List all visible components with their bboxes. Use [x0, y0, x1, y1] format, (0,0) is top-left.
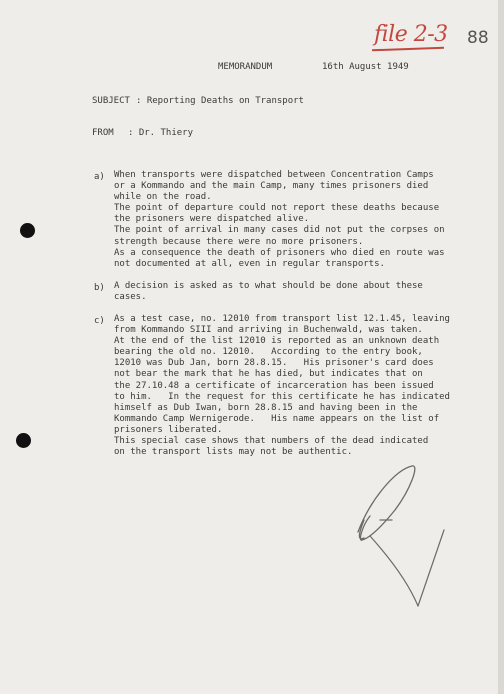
paragraph-c-marker: c) — [94, 316, 105, 326]
paragraph-a-marker: a) — [94, 172, 105, 182]
memo-date: 16th August 1949 — [322, 62, 409, 72]
handwritten-underline — [372, 47, 444, 52]
page-edge — [498, 0, 504, 694]
punch-hole-bottom — [16, 433, 31, 448]
from-text: : Dr. Thiery — [128, 128, 194, 138]
paragraph-a-text: When transports were dispatched between Concentration Camps or a Kommando and the main Camp, many times prisoners died while on the road. The point of departure could not report these deaths because the prisoners were dispatched alive. The point of arrival in many cases did not put the corpses on strength because there were no more prisoners. As a consequence the death of prisoners who died en route was not documented at all, even in regular transports. — [114, 170, 445, 269]
paragraph-c-text: As a test case, no. 12010 from transport list 12.1.45, leaving from Kommando SIII and arriving in Buchenwald, was taken. At the end of the list 12010 is reported as an unknown death bearing the old no. 12010. According to the entry book, 12010 was Dub Jan, born 28.8.15. His prisoner's card does not bear the mark that he has died, but indicates that on the 27.10.48 a certificate of incarceration has been issued to him. In the request for this certificate he has indicated himself as Dub Iwan, born 28.8.15 and having been in the Kommando Camp Wernigerode. His name appears on the list of prisoners liberated. This special case shows that numbers of the dead indicated on the transport lists may not be authentic. — [114, 314, 450, 458]
handwritten-page-number: 88 — [467, 28, 489, 48]
punch-hole-top — [20, 223, 35, 238]
memo-title: MEMORANDUM — [218, 62, 273, 72]
signature — [340, 460, 455, 610]
paragraph-b-text: A decision is asked as to what should be done about these cases. — [114, 281, 423, 303]
paragraph-b-marker: b) — [94, 283, 105, 293]
subject-label: SUBJECT — [92, 96, 130, 106]
handwritten-file-reference: file 2-3 — [374, 22, 448, 47]
from-label: FROM — [92, 128, 114, 138]
subject-text: : Reporting Deaths on Transport — [136, 96, 304, 106]
